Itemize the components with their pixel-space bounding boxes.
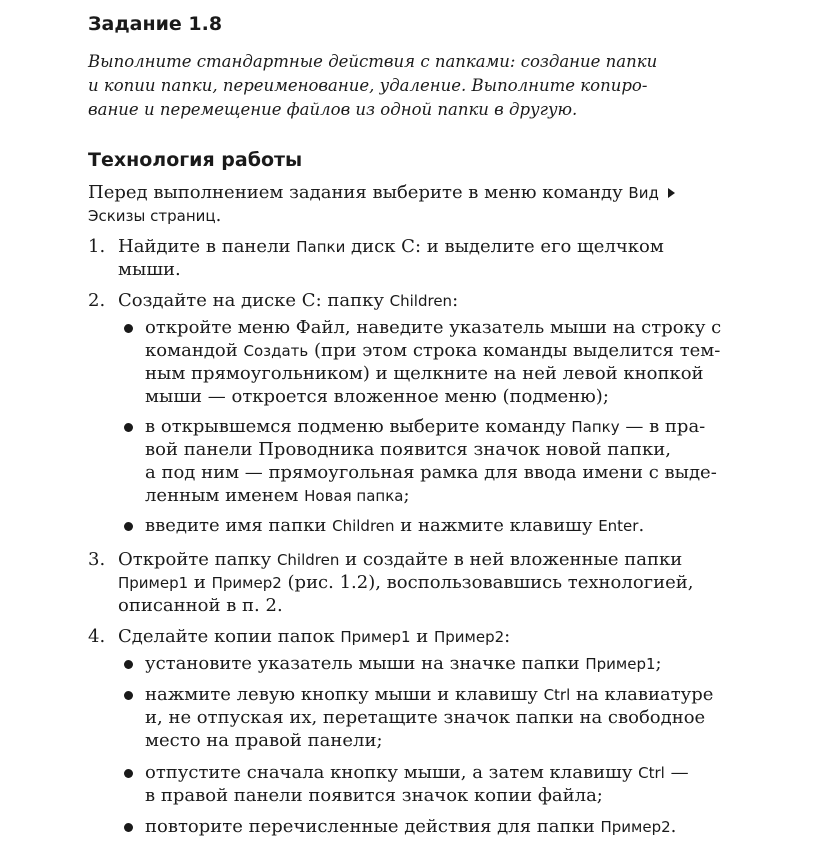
bullet-text: повторите перечисленные действия для папки Пример2. <box>145 816 677 837</box>
bullet-icon <box>124 660 133 669</box>
bullet-text: в открывшемся подменю выберите команду Папку — в пра- <box>145 416 706 437</box>
intro-line: Эскизы страниц. <box>88 205 222 226</box>
bullet-text: отпустите сначала кнопку мыши, а затем клавишу Ctrl — <box>145 762 689 783</box>
bullet-text: нажмите левую кнопку мыши и клавишу Ctrl на клавиатуре <box>145 684 714 705</box>
bullet-text: введите имя папки Children и нажмите клавишу Enter. <box>145 515 645 536</box>
intro-line: Перед выполнением задания выберите в меню команду Вид <box>88 182 675 204</box>
bullet-text: командой Создать (при этом строка команды выделится тем- <box>145 340 721 361</box>
arrow-right-icon <box>668 188 675 198</box>
bullet-text: в правой панели появится значок копии файла; <box>145 785 603 806</box>
bullet-text: вой панели Проводника появится значок новой папки, <box>145 439 671 460</box>
step-text: Создайте на диске С: папку Children: <box>118 290 459 311</box>
step-text: Откройте папку Children и создайте в ней вложенные папки <box>118 549 683 570</box>
step-text: описанной в п. 2. <box>118 595 283 616</box>
bullet-text: откройте меню Файл, наведите указатель мыши на строку с <box>145 317 722 338</box>
step-number: 1. <box>88 236 106 257</box>
task-description-line: Выполните стандартные действия с папками: создание папки <box>88 52 658 71</box>
bullet-icon <box>124 324 133 333</box>
step-text: мыши. <box>118 259 181 280</box>
bullet-text: и, не отпуская их, перетащите значок папки на свободное <box>145 707 706 728</box>
step-text: Сделайте копии папок Пример1 и Пример2: <box>118 626 511 647</box>
task-description-line: вание и перемещение файлов из одной папки в другую. <box>88 100 578 119</box>
task-description-line: и копии папки, переименование, удаление. Выполните копиро- <box>88 76 648 95</box>
step-number: 3. <box>88 549 106 570</box>
bullet-icon <box>124 823 133 832</box>
bullet-icon <box>124 522 133 531</box>
bullet-text: мыши — откроется вложенное меню (подменю); <box>145 386 609 407</box>
bullet-icon <box>124 423 133 432</box>
step-text: Найдите в панели Папки диск С: и выделите его щелчком <box>118 236 664 257</box>
bullet-text: ленным именем Новая папка; <box>145 485 410 506</box>
step-text: Пример1 и Пример2 (рис. 1.2), воспользовавшись технологией, <box>118 572 694 593</box>
bullet-text: установите указатель мыши на значке папки Пример1; <box>145 653 662 674</box>
step-number: 4. <box>88 626 106 647</box>
bullet-text: а под ним — прямоугольная рамка для ввода имени с выде- <box>145 462 717 483</box>
bullet-text: место на правой панели; <box>145 730 383 751</box>
step-number: 2. <box>88 290 106 311</box>
bullet-text: ным прямоугольником) и щелкните на ней левой кнопкой <box>145 363 704 384</box>
section-heading: Технология работы <box>88 149 303 171</box>
bullet-icon <box>124 769 133 778</box>
bullet-icon <box>124 691 133 700</box>
task-title: Задание 1.8 <box>88 13 223 35</box>
